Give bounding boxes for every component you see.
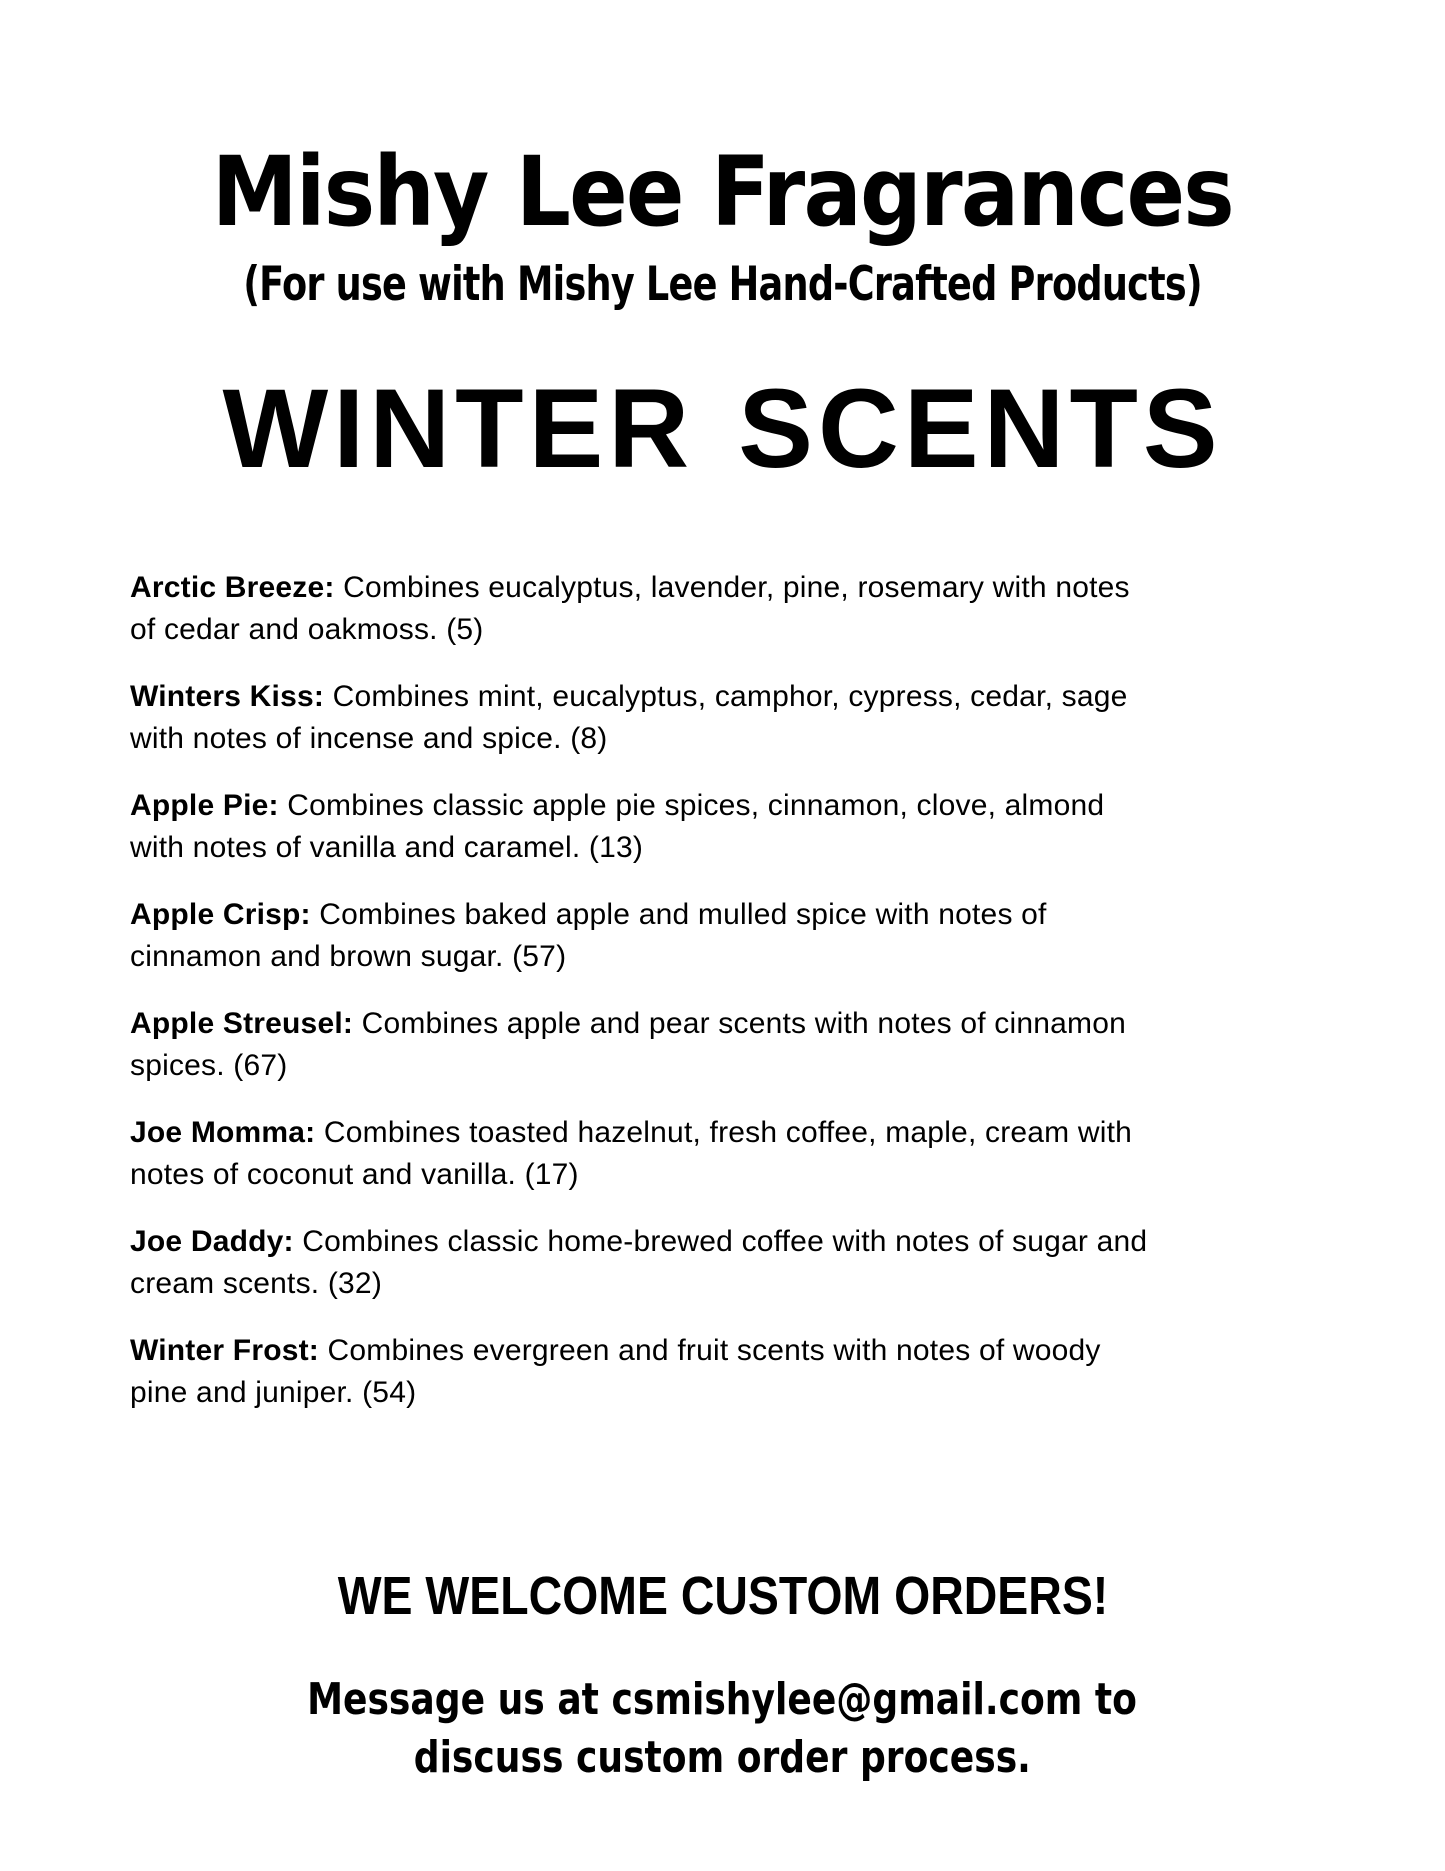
scent-item: [130, 1221, 1325, 1305]
scent-line1: [130, 1003, 1325, 1045]
scent-description-line1: Combines classic home-brewed coffee with notes of sugar and: [302, 1225, 1148, 1259]
scent-description-line2: with notes of vanilla and caramel. (13): [130, 831, 644, 865]
scent-line1: [130, 676, 1325, 718]
scent-item: [130, 894, 1325, 978]
page-title-text: Mishy Lee Fragrances: [211, 136, 1234, 248]
scent-name: Apple Crisp:: [130, 898, 311, 932]
page-subtitle: [0, 258, 1445, 312]
scent-name: Winters Kiss:: [130, 680, 325, 714]
footer-heading-text: WE WELCOME CUSTOM ORDERS!: [337, 1566, 1108, 1627]
scent-description-line1: Combines baked apple and mulled spice with notes of: [319, 898, 1047, 932]
scent-line1: [130, 1221, 1325, 1263]
scent-item: [130, 567, 1325, 651]
scent-name: Winter Frost:: [130, 1334, 319, 1368]
footer-heading: [0, 1564, 1445, 1629]
scent-description-line2: notes of coconut and vanilla. (17): [130, 1158, 579, 1192]
season-heading: WINTER SCENTS: [222, 365, 1223, 491]
scent-description-line2: pine and juniper. (54): [130, 1376, 417, 1410]
scent-description-line1: Combines apple and pear scents with notes of cinnamon: [361, 1007, 1126, 1041]
scent-description-line2: cinnamon and brown sugar. (57): [130, 940, 567, 974]
scent-line1: [130, 785, 1325, 827]
page-subtitle-text: (For use with Mishy Lee Hand-Crafted Products): [243, 256, 1202, 312]
scent-name: Arctic Breeze:: [130, 571, 335, 605]
scent-item: [130, 1330, 1325, 1414]
scent-name: Apple Streusel:: [130, 1007, 354, 1041]
scent-description-line1: Combines classic apple pie spices, cinnamon, clove, almond: [287, 789, 1105, 823]
page-title: [0, 136, 1445, 248]
footer-message-line1: [0, 1671, 1445, 1729]
scent-item: [130, 676, 1325, 760]
scent-name: Joe Momma:: [130, 1116, 316, 1150]
scent-item: [130, 1112, 1325, 1196]
footer-message: [0, 1671, 1445, 1787]
scent-description-line1: Combines eucalyptus, lavender, pine, rosemary with notes: [343, 571, 1130, 605]
scent-item: [130, 1003, 1325, 1087]
scent-description-line2: cream scents. (32): [130, 1267, 383, 1301]
scent-name: Apple Pie:: [130, 789, 279, 823]
scent-line1: [130, 1112, 1325, 1154]
scent-description-line2: spices. (67): [130, 1049, 288, 1083]
footer-message-line2: [0, 1729, 1445, 1787]
scent-description-line1: Combines evergreen and fruit scents with notes of woody: [327, 1334, 1101, 1368]
scent-line1: [130, 1330, 1325, 1372]
footer-message-line2-text: discuss custom order process.: [413, 1732, 1032, 1784]
scent-description-line2: of cedar and oakmoss. (5): [130, 613, 484, 647]
scent-description-line1: Combines mint, eucalyptus, camphor, cypress, cedar, sage: [332, 680, 1128, 714]
scent-name: Joe Daddy:: [130, 1225, 294, 1259]
scent-line1: [130, 567, 1325, 609]
scent-item: [130, 785, 1325, 869]
scent-description-line1: Combines toasted hazelnut, fresh coffee, maple, cream with: [323, 1116, 1133, 1150]
scent-list: [130, 567, 1325, 1414]
scent-description-line2: with notes of incense and spice. (8): [130, 722, 608, 756]
scent-line1: [130, 894, 1325, 936]
footer-message-line1-text: Message us at csmishylee@gmail.com to: [307, 1674, 1138, 1726]
